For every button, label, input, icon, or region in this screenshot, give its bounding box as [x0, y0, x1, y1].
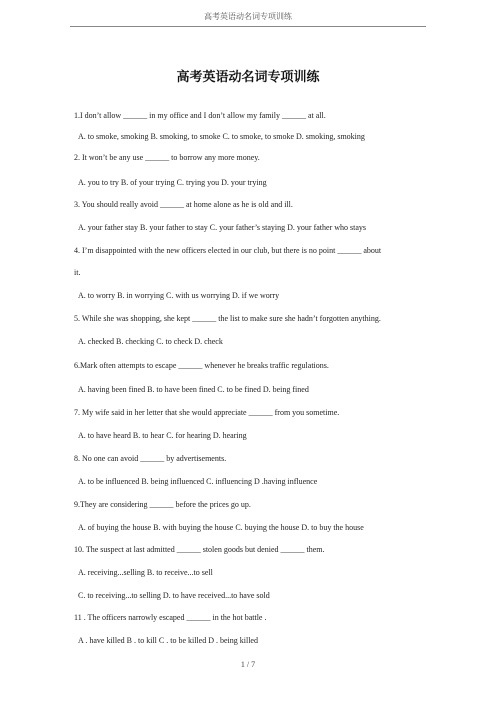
question-9-options: A. of buying the house B. with buying the house C. buying the house D. to buy the house — [78, 523, 364, 532]
question-2-options: A. you to try B. of your trying C. trying you D. your trying — [78, 178, 267, 187]
question-7: 7. My wife said in her letter that she would appreciate ______ from you sometime. — [74, 408, 340, 417]
header-divider — [70, 26, 426, 27]
question-3: 3. You should really avoid ______ at home alone as he is old and ill. — [74, 200, 293, 209]
question-8-options: A. to be influenced B. being influenced C. influencing D .having influence — [78, 477, 318, 486]
question-4-options: A. to worry B. in worrying C. with us worrying D. if we worry — [78, 291, 280, 300]
question-9: 9.They are considering ______ before the prices go up. — [74, 500, 251, 509]
question-6-options: A. having been fined B. to have been fined C. to be fined D. being fined — [78, 385, 309, 394]
question-6: 6.Mark often attempts to escape ______ whenever he breaks traffic regulations. — [74, 361, 329, 370]
page-number: 1 / 7 — [240, 660, 256, 669]
question-4: 4. I’m disappointed with the new officers elected in our club, but there is no point ______ about — [74, 246, 382, 255]
question-8: 8. No one can avoid ______ by advertisements. — [74, 454, 227, 463]
question-4-cont: it. — [74, 268, 81, 277]
question-11-options: A . have killed B . to kill C . to be killed D . being killed — [78, 636, 258, 645]
question-11: 11 . The officers narrowly escaped ______ in the hot battle . — [74, 613, 267, 622]
question-5-options: A. checked B. checking C. to check D. check — [78, 337, 223, 346]
question-1: 1.I don’t allow ______ in my office and I don’t allow my family ______ at all. — [74, 111, 326, 120]
question-5: 5. While she was shopping, she kept ______ the list to make sure she hadn’t forgotten anything. — [74, 314, 381, 323]
question-10: 10. The suspect at last admitted ______ stolen goods but denied ______ them. — [74, 545, 325, 554]
question-2: 2. It won’t be any use ______ to borrow any more money. — [74, 153, 260, 162]
page-header: 高考英语动名词专项训练 — [204, 12, 292, 21]
question-3-options: A. your father stay B. your father to stay C. your father’s staying D. your father who stays — [78, 223, 367, 232]
question-1-options: A. to smoke, smoking B. smoking, to smoke C. to smoke, to smoke D. smoking, smoking — [78, 132, 365, 141]
question-10-options-b: C. to receiving...to selling D. to have received...to have sold — [78, 591, 270, 600]
document-title: 高考英语动名词专项训练 — [176, 69, 320, 84]
question-10-options-a: A. receiving...selling B. to receive...to sell — [78, 568, 213, 577]
question-7-options: A. to have heard B. to hear C. for hearing D. hearing — [78, 431, 247, 440]
